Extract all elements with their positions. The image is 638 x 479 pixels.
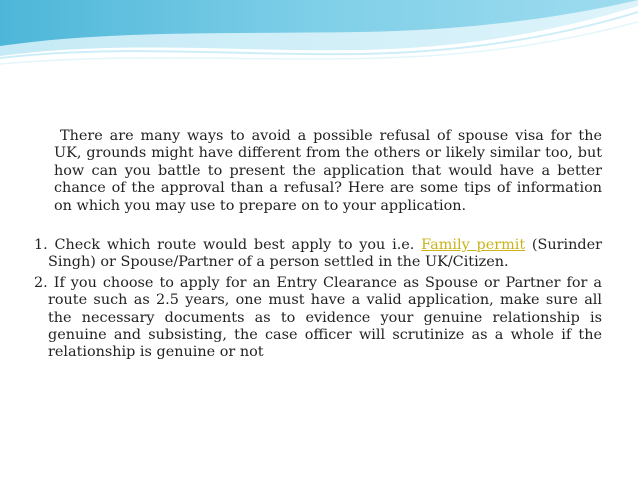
intro-paragraph: There are many ways to avoid a possible refusal of spouse visa for the UK, grounds might have different from the others or likely similar too, but how can you battle to present the application that would have a better chance of the approval than a refusal? Here are some tips of information on which you may use to prepare on to your application. bbox=[54, 128, 602, 214]
slide-body bbox=[34, 128, 602, 362]
top-wave-decoration bbox=[0, 0, 638, 80]
family-permit-link[interactable]: Family permit bbox=[421, 237, 526, 254]
list-item-text: (Surinder Singh) or Spouse/Partner of a person settled in the UK/Citizen. bbox=[48, 237, 602, 271]
tips-list bbox=[34, 237, 602, 362]
list-item bbox=[34, 237, 602, 272]
list-item-text: 1. Check which route would best apply to you i.e. bbox=[34, 237, 422, 254]
list-item: 2. If you choose to apply for an Entry Clearance as Spouse or Partner for a route such as 2.5 years, one must have a valid application, make sure all the necessary documents as to evidence your genuine relationship is genuine and subsisting, the case officer will scrutinize as a whole if the relationship is genuine or not bbox=[34, 274, 602, 361]
